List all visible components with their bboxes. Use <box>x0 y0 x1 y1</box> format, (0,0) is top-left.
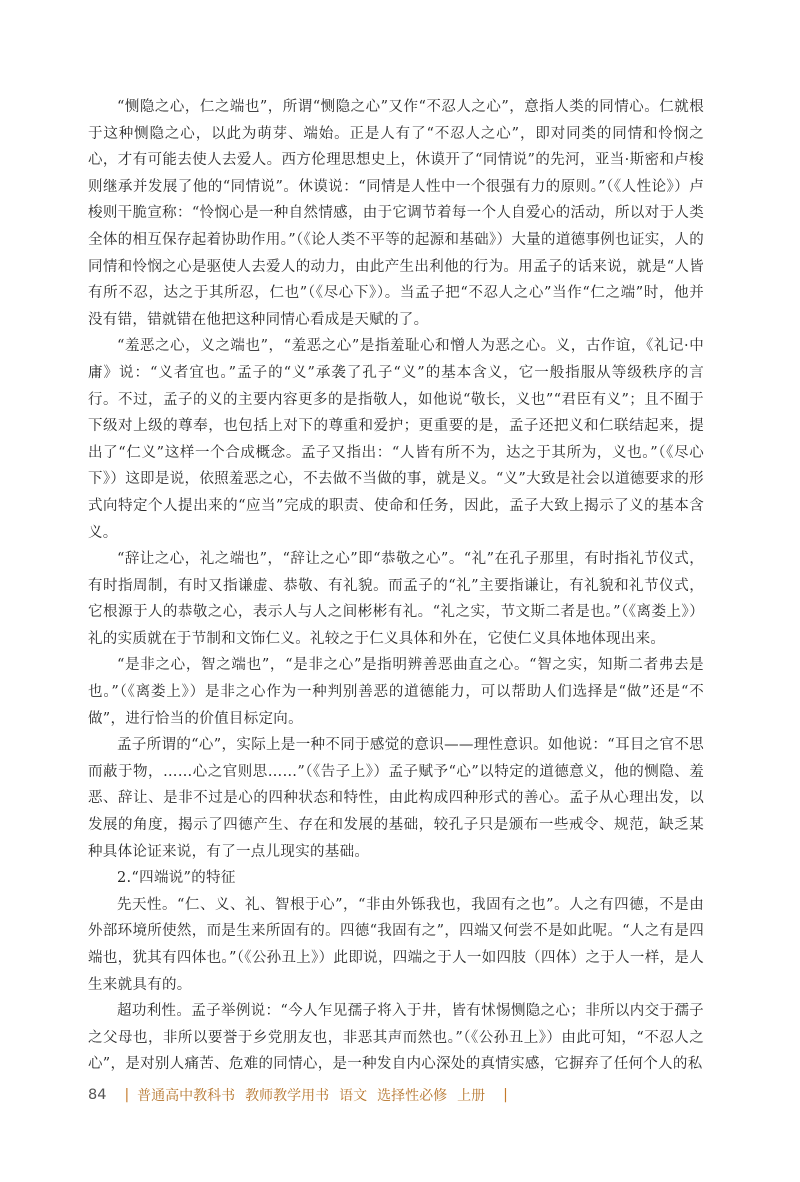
paragraph: “辞让之心，礼之端也”，“辞让之心”即“恭敬之心”。“礼”在孔子那里，有时指礼节仪式，有时指周制，有时又指谦虚、恭敬、有礼貌。而孟子的“礼”主要指谦让，有礼貌和礼节仪式，它根源于人的恭敬之心，表示人与人之间彬彬有礼。“礼之实，节文斯二者是也。”（《离娄上》）礼的实质就在于节制和文饰仁义。礼较之于仁义具体和外在，它使仁义具体地体现出来。 <box>88 551 704 647</box>
paragraph: “是非之心，智之端也”，“是非之心”是指明辨善恶曲直之心。“智之实，知斯二者弗去是也。”（《离娄上》）是非之心作为一种判别善恶的道德能力，可以帮助人们选择是“做”还是“不做”，进行恰当的价值目标定向。 <box>88 657 704 727</box>
section-heading: 2.“四端说”的特征 <box>117 870 236 887</box>
footer-series: 普通高中教科书 <box>137 1088 236 1104</box>
footer-divider: | <box>503 1087 508 1103</box>
page-footer <box>88 1085 516 1105</box>
footer-volume: 上册 <box>457 1088 486 1104</box>
footer-subject: 语文 <box>339 1088 368 1104</box>
page-number: 84 <box>88 1087 107 1103</box>
body-text <box>88 94 704 1078</box>
paragraph: 先天性。“仁、义、礼、智根于心”，“非由外铄我也，我固有之也”。人之有四德，不是由外部环境所使然，而是生来所固有的。四德“我固有之”，四端又何尝不是如此呢。“人之有是四端也，犹其有四体也。”（《公孙丑上》）此即说，四端之于人一如四肢（四体）之于人一样，是人生来就具有的。 <box>88 896 704 993</box>
footer-book-type: 教师教学用书 <box>245 1088 330 1104</box>
paragraph: 孟子所谓的“心”，实际上是一种不同于感觉的意识——理性意识。如他说：“耳目之官不思而蔽于物，……心之官则思……”（《告子上》）孟子赋予“心”以特定的道德意义，他的恻隐、羞恶、辞让、是非不过是心的四种状态和特性，由此构成四种形式的善心。孟子从心理出发，以发展的角度，揭示了四德产生、存在和发展的基础，较孔子只是颁布一些戒令、规范，缺乏某种具体论证来说，有了一点儿现实的基础。 <box>88 737 704 860</box>
paragraph: “羞恶之心，义之端也”，“羞恶之心”是指羞耻心和憎人为恶之心。义，古作谊，《礼记·中庸》说：“义者宜也。”孟子的“义”承袭了孔子“义”的基本含义，它一般指服从等级秩序的言行。不过，孟子的义的主要内容更多的是指敬人，如他说“敬长，义也”“君臣有义”；且不囿于下级对上级的尊奉，也包括上对下的尊重和爱护；更重要的是，孟子还把义和仁联结起来，提出了“仁义”这样一个合成概念。孟子又指出：“人皆有所不为，达之于其所为，义也。”（《尽心下》）这即是说，依照羞恶之心，不去做不当做的事，就是义。“义”大致是社会以道德要求的形式向特定个人提出来的“应当”完成的职责、使命和任务，因此，孟子大致上揭示了义的基本含义。 <box>88 338 704 541</box>
footer-divider: | <box>124 1087 130 1103</box>
footer-course: 选择性必修 <box>377 1088 448 1104</box>
paragraph: 超功利性。孟子举例说：“今人乍见孺子将入于井，皆有怵惕恻隐之心；非所以内交于孺子之父母也，非所以要誉于乡党朋友也，非恶其声而然也。”（《公孙丑上》）由此可知，“不忍人之心”，是对别人痛苦、危难的同情心，是一种发自内心深处的真情实感，它摒弃了任何个人的私 <box>88 1003 704 1073</box>
paragraph: “恻隐之心，仁之端也”，所谓“恻隐之心”又作“不忍人之心”，意指人类的同情心。仁就根于这种恻隐之心，以此为萌芽、端始。正是人有了“不忍人之心”，即对同类的同情和怜悯之心，才有可能去使人去爱人。西方伦理思想史上，休谟开了“同情说”的先河，亚当·斯密和卢梭则继承并发展了他的“同情说”。休谟说：“同情是人性中一个很强有力的原则。”（《人性论》）卢梭则干脆宣称：“怜悯心是一种自然情感，由于它调节着每一个人自爱心的活动，所以对于人类全体的相互保存起着协助作用。”（《论人类不平等的起源和基础》）大量的道德事例也证实，人的同情和怜悯之心是驱使人去爱人的动力，由此产生出利他的行为。用孟子的话来说，就是“人皆有所不忍，达之于其所忍，仁也”（《尽心下》）。当孟子把“不忍人之心”当作“仁之端”时，他并没有错，错就错在他把这种同情心看成是天赋的了。 <box>88 99 704 328</box>
